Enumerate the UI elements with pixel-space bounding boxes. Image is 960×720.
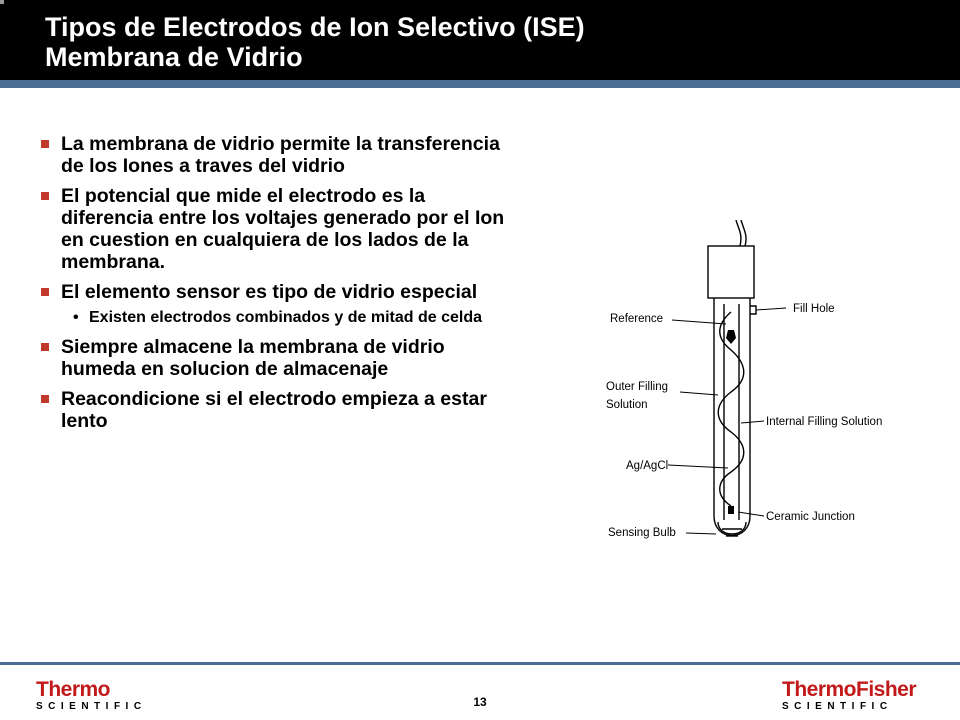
leader-line-ceramic-junction	[738, 512, 764, 516]
bullet-marker-icon	[41, 343, 49, 351]
label-ceramic-junction: Ceramic Junction	[766, 511, 855, 523]
leader-line-reference	[672, 320, 726, 324]
bullet-marker-icon	[41, 192, 49, 200]
bullet-item	[40, 281, 520, 303]
thermofisher-scientific-logo	[782, 680, 916, 712]
sensing-bulb-outer	[714, 516, 750, 536]
label-ag-agcl: Ag/AgCl	[626, 460, 669, 472]
bullet-text: El elemento sensor es tipo de vidrio especial	[61, 281, 478, 303]
title-divider	[0, 80, 960, 88]
leader-line-ag-agcl	[668, 465, 728, 468]
cable-line	[736, 220, 741, 246]
leader-line-sensing-bulb	[686, 533, 716, 534]
electrode-diagram	[598, 220, 898, 555]
leader-line-outer-filling	[680, 392, 718, 395]
bullet-text: La membrana de vidrio permite la transferencia de los Iones a traves del vidrio	[61, 133, 500, 177]
page-number: 13	[473, 695, 487, 709]
fill-hole	[750, 306, 756, 314]
sub-bullet-item	[40, 309, 520, 326]
cable-line	[741, 220, 746, 246]
label-sensing-bulb: Sensing Bulb	[608, 527, 676, 539]
title-bar	[0, 0, 960, 80]
bullet-item	[40, 133, 520, 177]
logo-left-sub: SCIENTIFIC	[36, 701, 147, 712]
reference-element	[726, 330, 736, 344]
title-line-2: Membrana de Vidrio	[45, 42, 303, 72]
bullet-item	[40, 185, 520, 273]
corner-mark	[0, 0, 4, 4]
bullet-text: Reacondicione si el electrodo empieza a estar lento	[61, 388, 487, 432]
bullet-list	[40, 133, 520, 440]
ceramic-junction	[728, 506, 734, 514]
sub-bullet-dot-icon: •	[73, 309, 79, 326]
bullet-marker-icon	[41, 395, 49, 403]
bullet-text: Siempre almacene la membrana de vidrio humeda en solucion de almacenaje	[61, 336, 445, 380]
label-outer-filling: Outer Filling	[606, 381, 668, 393]
bullet-item	[40, 336, 520, 380]
leader-line-fill-hole	[756, 308, 786, 310]
logo-right-word: ThermoFisher	[782, 678, 917, 701]
bullet-marker-icon	[41, 140, 49, 148]
leader-line-internal-filling	[741, 421, 764, 423]
footer-divider	[0, 662, 960, 665]
title-line-1: Tipos de Electrodos de Ion Selectivo (ISE)	[45, 12, 585, 42]
label-outer-filling-solution: Solution	[606, 399, 648, 411]
label-internal-filling: Internal Filling Solution	[766, 416, 883, 428]
label-reference: Reference	[610, 313, 664, 325]
electrode-cap	[708, 246, 754, 298]
bullet-item	[40, 388, 520, 432]
slide-title	[45, 12, 585, 72]
bullet-marker-icon	[41, 288, 49, 296]
label-fill-hole: Fill Hole	[793, 303, 835, 315]
logo-right-sub: SCIENTIFIC	[782, 701, 893, 712]
bullet-text: El potencial que mide el electrodo es la diferencia entre los voltajes generado por el Ion en cuestion en cualquiera de los lados de la membrana.	[61, 185, 505, 273]
sub-bullet-text: Existen electrodos combinados y de mitad de celda	[89, 309, 483, 326]
logo-left-word: Thermo	[36, 678, 111, 701]
